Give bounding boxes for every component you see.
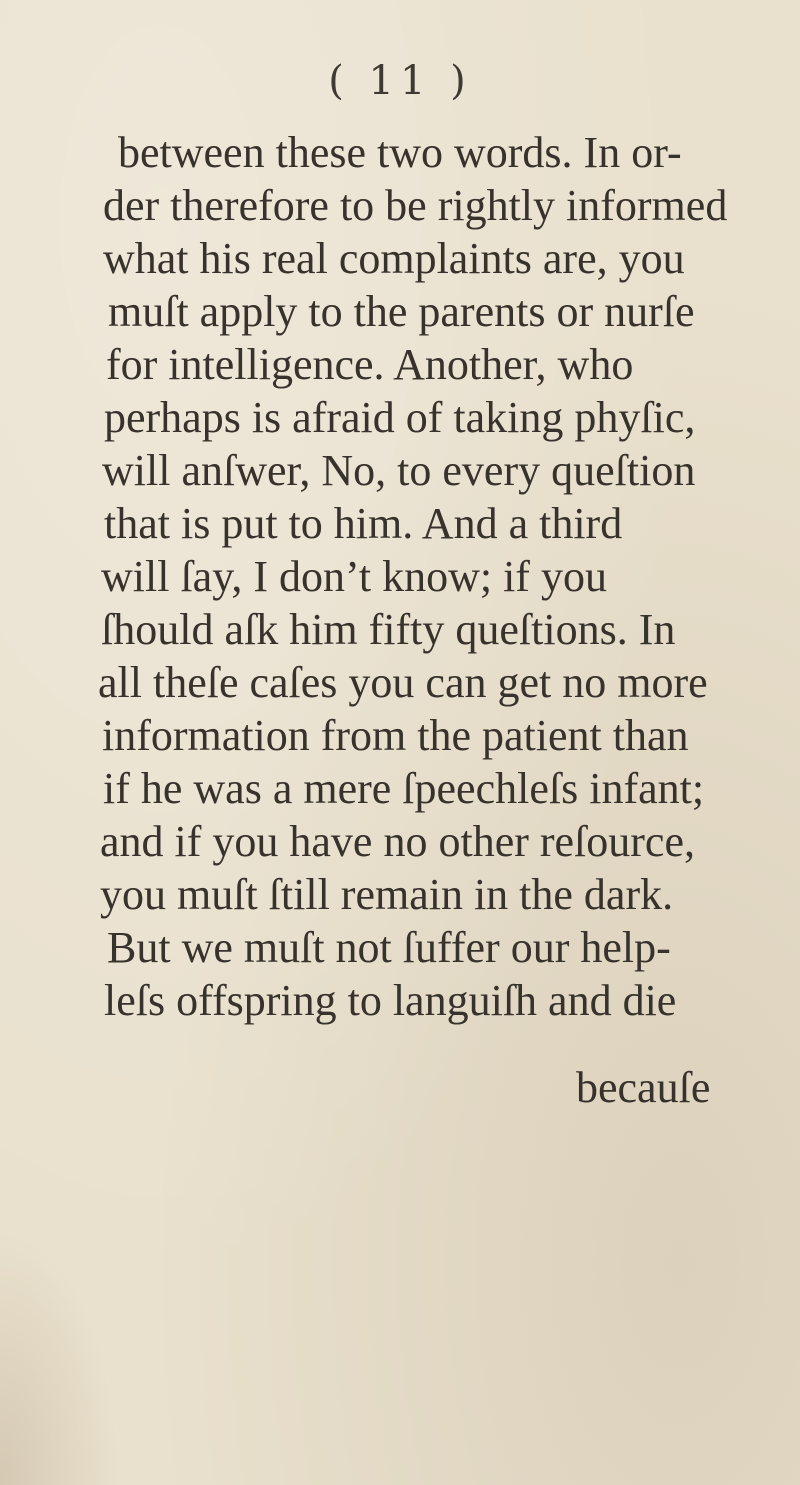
text-line: what his real complaints are, you bbox=[103, 234, 685, 283]
text-line: you muſt ſtill remain in the dark. bbox=[100, 870, 674, 919]
text-line: ſhould aſk him fifty queſtions. In bbox=[101, 605, 676, 654]
text-line: perhaps is afraid of taking phyſic, bbox=[104, 393, 696, 442]
text-line: between these two words. In or- bbox=[118, 128, 682, 177]
text-line: all theſe caſes you can get no more bbox=[98, 658, 708, 707]
text-line: that is put to him. And a third bbox=[104, 499, 623, 548]
text-line: for intelligence. Another, who bbox=[106, 340, 634, 389]
text-line: information from the patient than bbox=[102, 711, 689, 760]
text-line: will ſay, I don’t know; if you bbox=[101, 552, 607, 601]
text-line: and if you have no other reſource, bbox=[100, 817, 695, 866]
text-line: leſs offspring to languiſh and die bbox=[104, 976, 677, 1025]
text-line: der therefore to be rightly informed bbox=[103, 181, 728, 230]
catchword: becauſe bbox=[576, 1063, 711, 1112]
paper-stain bbox=[0, 1230, 120, 1485]
page-number: ( 11 ) bbox=[328, 58, 472, 104]
text-line: will anſwer, No, to every queſtion bbox=[102, 446, 696, 495]
text-line: if he was a mere ſpeechleſs infant; bbox=[103, 764, 705, 813]
text-line: But we muſt not ſuffer our help- bbox=[107, 923, 671, 972]
text-line: muſt apply to the parents or nurſe bbox=[108, 287, 695, 336]
